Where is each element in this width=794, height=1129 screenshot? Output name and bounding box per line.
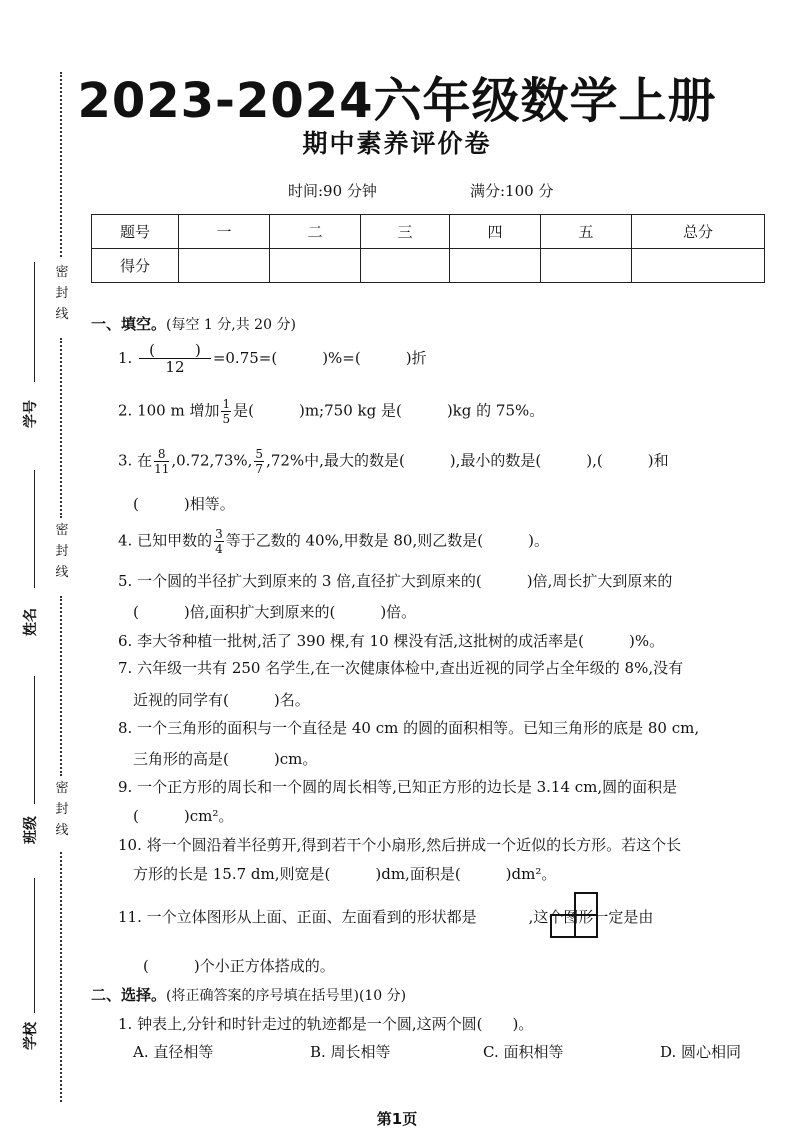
section2-heading (91, 984, 406, 1005)
fraction (214, 528, 224, 555)
question-text: =0.75=( )%=( )折 (212, 349, 427, 367)
fraction-numerator: 3 (215, 527, 223, 541)
question-text: ,0.72,73%, (171, 451, 253, 470)
l-shape-figure (550, 892, 600, 942)
fraction (254, 448, 264, 475)
seal-dotted-line (60, 338, 62, 518)
seal-mark (54, 262, 70, 325)
page-title: 2023-2024六年级数学上册 (77, 73, 717, 129)
score-table (91, 214, 765, 283)
fraction-denominator: 5 (222, 412, 231, 426)
score-input-cell[interactable] (361, 249, 450, 283)
seal-char: 线 (55, 565, 69, 580)
score-input-cell[interactable] (541, 249, 632, 283)
fraction: $\frac{( )}{12}$ (139, 343, 211, 375)
question-5: 5. 一个圆的半径扩大到原来的 3 倍,直径扩大到原来的( )倍,周长扩大到原来的 (118, 572, 673, 590)
name-blank[interactable] (34, 470, 35, 588)
question-text: ,72%中,最大的数是( ),最小的数是( ),( )和 (266, 451, 669, 470)
question-1: 1. $\frac{( )}{12}$ =0.75=( )%=( )折 (118, 341, 427, 376)
seal-dotted-line (60, 72, 62, 257)
choice-question-1: 1. 钟表上,分针和时针走过的轨迹都是一个圆,这两个圆( )。 (118, 1015, 534, 1033)
question-10-line2: 方形的长是 15.7 dm,则宽是( )dm,面积是( )dm²。 (133, 865, 557, 883)
score-input-cell[interactable] (270, 249, 361, 283)
question-text: ,这个图形一定是由 (528, 908, 654, 926)
option-d[interactable]: D. 圆心相同 (660, 1043, 742, 1061)
question-text: 2. 100 m 增加 (118, 401, 220, 420)
section-title: 一、填空。 (91, 315, 167, 333)
school-blank[interactable] (34, 878, 35, 1013)
square (574, 914, 598, 938)
question-8-line2: 三角形的高是( )cm。 (133, 750, 318, 768)
table-cell: 得分 (92, 249, 179, 283)
name-label: 姓名 (23, 608, 39, 636)
section-title: 二、选择。 (91, 986, 167, 1004)
seal-char: 密 (55, 265, 69, 280)
seal-mark (54, 778, 70, 841)
fraction-denominator: 7 (255, 462, 264, 476)
question-6: 6. 李大爷种植一批树,活了 390 棵,有 10 棵没有活,这批树的成活率是( )%。 (118, 632, 665, 650)
fraction-numerator: 5 (255, 447, 264, 461)
question-2 (118, 398, 544, 425)
question-7-line2: 近视的同学有( )名。 (133, 691, 310, 709)
table-cell: 总分 (632, 215, 765, 249)
question-text: 11. 一个立体图形从上面、正面、左面看到的形状都是 (118, 908, 477, 926)
exam-time: 时间:90 分钟 (288, 182, 377, 200)
option-a[interactable]: A. 直径相等 (133, 1043, 214, 1061)
question-text: 4. 已知甲数的 (118, 531, 213, 550)
class-label: 班级 (23, 816, 39, 844)
square (574, 892, 598, 916)
question-text: 等于乙数的 40%,甲数是 80,则乙数是( )。 (225, 531, 549, 550)
seal-char: 封 (55, 802, 69, 817)
seal-char: 封 (55, 544, 69, 559)
fraction (154, 448, 169, 475)
question-text: 是( )m;750 kg 是( )kg 的 75%。 (233, 401, 545, 420)
square (550, 914, 576, 938)
score-input-cell[interactable] (179, 249, 270, 283)
page-subtitle: 期中素养评价卷 (302, 129, 492, 158)
question-text: 3. 在 (118, 451, 153, 470)
question-7: 7. 六年级一共有 250 名学生,在一次健康体检中,查出近视的同学占全年级的 8%,没有 (118, 659, 684, 677)
seal-char: 线 (55, 307, 69, 322)
section-note: (每空 1 分,共 20 分) (166, 317, 296, 333)
question-9-line2: ( )cm²。 (133, 807, 234, 825)
seal-dotted-line (60, 852, 62, 1102)
seal-mark (54, 520, 70, 583)
option-c[interactable]: C. 面积相等 (483, 1043, 564, 1061)
question-9: 9. 一个正方形的周长和一个圆的周长相等,已知正方形的边长是 3.14 cm,圆的面积是 (118, 778, 678, 796)
section-note: (将正确答案的序号填在括号里)(10 分) (166, 988, 407, 1004)
score-input-cell[interactable] (450, 249, 541, 283)
question-3 (118, 448, 669, 475)
option-b[interactable]: B. 周长相等 (310, 1043, 391, 1061)
full-score: 满分:100 分 (470, 182, 554, 200)
seal-dotted-line (60, 596, 62, 776)
class-blank[interactable] (34, 676, 35, 804)
question-4 (118, 528, 549, 555)
seal-char: 线 (55, 823, 69, 838)
table-cell: 题号 (92, 215, 179, 249)
table-cell: 四 (450, 215, 541, 249)
section1-heading (91, 313, 296, 334)
table-cell: 一 (179, 215, 270, 249)
fraction-denominator: 11 (154, 462, 170, 476)
fraction-numerator: 1 (222, 397, 231, 411)
fraction (221, 398, 231, 425)
fraction-numerator: 8 (154, 448, 169, 462)
seal-char: 封 (55, 286, 69, 301)
question-5-line2: ( )倍,面积扩大到原来的( )倍。 (133, 603, 417, 621)
seal-char: 密 (55, 523, 69, 538)
table-cell: 二 (270, 215, 361, 249)
question-10: 10. 将一个圆沿着半径剪开,得到若干个小扇形,然后拼成一个近似的长方形。若这个长 (118, 836, 682, 854)
fraction-denominator: 12 (165, 358, 185, 376)
question-3-line2: ( )相等。 (133, 495, 235, 513)
school-label: 学校 (23, 1022, 39, 1050)
fraction-denominator: 4 (215, 542, 223, 556)
table-cell: 三 (361, 215, 450, 249)
seal-char: 密 (55, 781, 69, 796)
question-11-line2: ( )个小正方体搭成的。 (143, 957, 335, 975)
score-input-cell[interactable] (632, 249, 765, 283)
student-no-label: 学号 (23, 400, 39, 428)
score-table-header-row (92, 215, 765, 249)
score-table-score-row (92, 249, 765, 283)
page-number: 第1页 (376, 1110, 418, 1128)
student-no-blank[interactable] (34, 262, 35, 382)
question-8: 8. 一个三角形的面积与一个直径是 40 cm 的圆的面积相等。已知三角形的底是 80 cm, (118, 719, 700, 737)
table-cell: 五 (541, 215, 632, 249)
